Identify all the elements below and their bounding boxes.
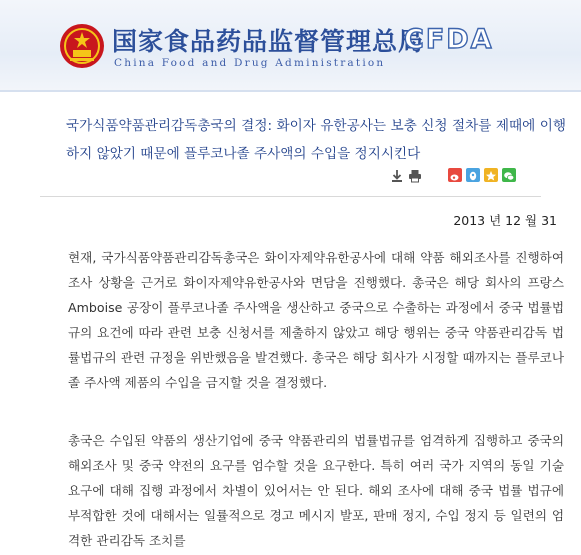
qzone-share-icon[interactable] [484, 168, 498, 182]
article-title: 국가식품약품관리감독총국의 결정: 화이자 유한공사는 보충 신청 절차를 제때에 이행하지 않았기 때문에 플루코나졸 주사액의 수입을 정지시킨다 [66, 118, 566, 162]
wechat-share-icon[interactable] [502, 168, 516, 182]
article-paragraph-1: 현재, 국가식품약품관리감독총국은 화이자제약유한공사에 대해 약품 해외조사를 진행하여 조사 상황을 근거로 화이자제약유한공사와 면담을 진행했다. 총국은 해당 회사의 프랑스 Amboise 공장이 플루코나졸 주사액을 생산하고 중국으로 수출하는 과정에서 중국 법률법규의 요건에 따라 관련 보충 신청서를 제출하지 않았고 해당 행위는 중국 약품관리감독 법률법규의 관련 규정을 위반했음을 발견했다. 총국은 해당 회사가 시정할 때까지는 플루코나졸 주사액 제품의 수입을 금지할 것을 결정했다. [68, 250, 564, 390]
article-tools [390, 168, 422, 186]
weibo-share-icon[interactable] [448, 168, 462, 182]
qq-share-icon[interactable] [466, 168, 480, 182]
publish-date: 2013 년 12 월 31 [453, 213, 557, 228]
site-title-en: China Food and Drug Administration [114, 57, 386, 69]
header-divider [0, 90, 581, 92]
share-bar [448, 168, 516, 186]
print-icon[interactable] [408, 168, 422, 182]
download-icon[interactable] [390, 168, 404, 182]
site-header-banner [0, 0, 581, 90]
national-emblem-icon [58, 22, 106, 70]
site-title-cn: 国家食品药品监督管理总局 [112, 27, 425, 56]
article-paragraph-2: 총국은 수입된 약품의 생산기업에 중국 약품관리의 법률법규를 엄격하게 집행하고 중국의 해외조사 및 중국 약전의 요구를 엄수할 것을 요구한다. 특히 여러 국가 지역의 동일 기술 요구에 대해 집행 과정에서 차별이 있어서는 안 된다. 해외 조사에 대해 중국 법률 법규에 부적합한 것에 대해서는 일률적으로 경고 메시지 발포, 판매 정지, 수입 정지 등 일련의 엄격한 관리감독 조치를 [68, 433, 564, 548]
title-divider [40, 196, 541, 197]
cfda-logo: CFDA [404, 24, 494, 55]
